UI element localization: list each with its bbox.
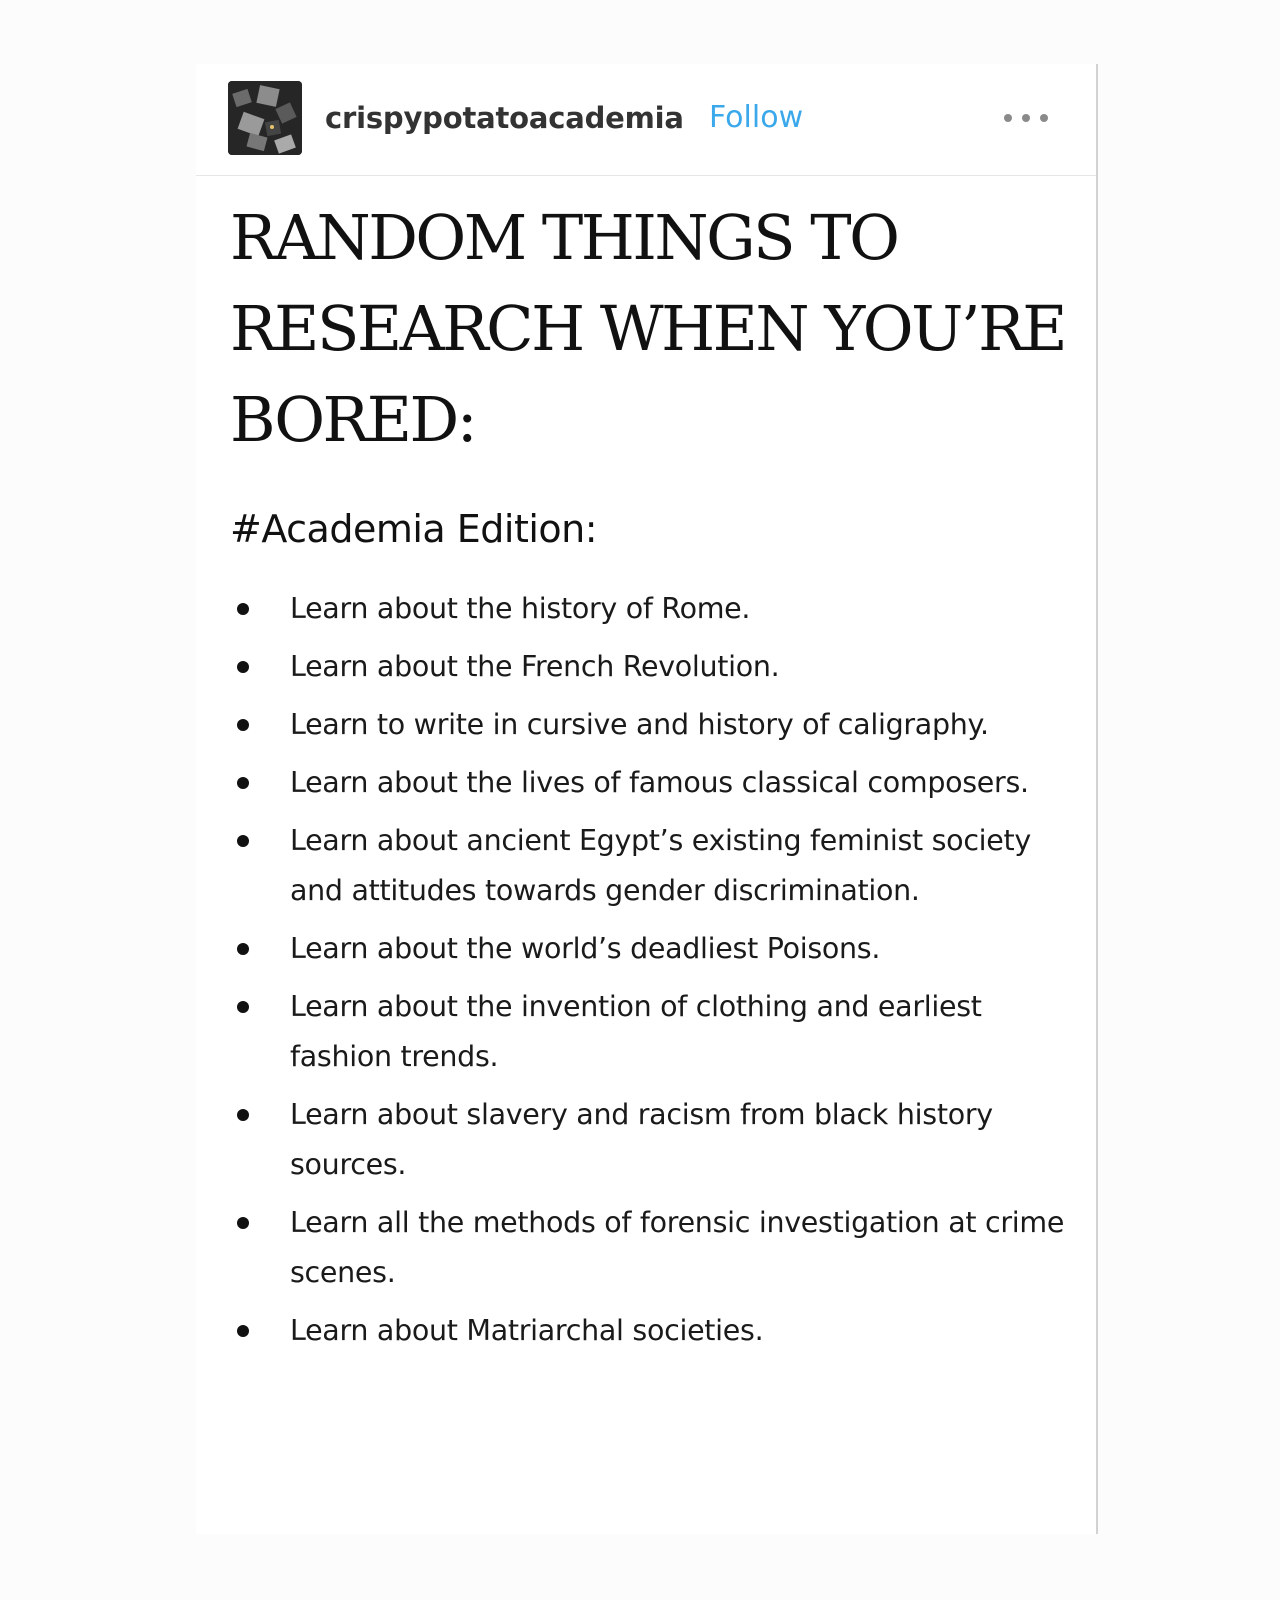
post-title: RANDOM THINGS TO RESEARCH WHEN YOU’RE BORED:	[230, 201, 1066, 456]
post-card	[196, 64, 1098, 1534]
list-item-text: Learn about the lives of famous classical composers.	[290, 766, 1029, 799]
list-item-text: Learn about the world’s deadliest Poisons.	[290, 932, 881, 965]
list-item-text: Learn about slavery and racism from black history sources.	[290, 1098, 993, 1181]
bullet-icon	[237, 661, 249, 673]
bullet-icon	[237, 1109, 249, 1121]
username-link[interactable]: crispypotatoacademia	[325, 101, 684, 135]
list-item	[230, 982, 1070, 1082]
list-item-text: Learn about Matriarchal societies.	[290, 1314, 764, 1347]
bullet-icon	[237, 719, 249, 731]
avatar[interactable]	[228, 81, 302, 155]
list-item	[230, 816, 1070, 916]
post-header	[196, 64, 1096, 176]
more-options-icon[interactable]	[1004, 110, 1048, 126]
follow-button[interactable]: Follow	[709, 100, 804, 135]
list-item-text: Learn about the history of Rome.	[290, 592, 751, 625]
more-dot	[1022, 114, 1030, 122]
list-item-text: Learn all the methods of forensic investigation at crime scenes.	[290, 1206, 1065, 1289]
bullet-icon	[237, 777, 249, 789]
list-item	[230, 1198, 1070, 1298]
list-item-text: Learn about ancient Egypt’s existing feminist society and attitudes towards gender discrimination.	[290, 824, 1031, 907]
list-item	[230, 924, 1070, 974]
list-item-text: Learn to write in cursive and history of caligraphy.	[290, 708, 989, 741]
list-item-text: Learn about the French Revolution.	[290, 650, 780, 683]
list-item-text: Learn about the invention of clothing and earliest fashion trends.	[290, 990, 982, 1073]
more-dot	[1004, 114, 1012, 122]
post-subtitle: #Academia Edition:	[230, 507, 598, 551]
avatar-image	[228, 81, 302, 155]
list-item	[230, 700, 1070, 750]
list-item	[230, 642, 1070, 692]
more-dot	[1040, 114, 1048, 122]
bullet-icon	[237, 835, 249, 847]
bullet-icon	[237, 603, 249, 615]
list-item	[230, 584, 1070, 634]
research-list	[230, 584, 1070, 1364]
list-item	[230, 1090, 1070, 1190]
list-item	[230, 1306, 1070, 1356]
list-item	[230, 758, 1070, 808]
bullet-icon	[237, 943, 249, 955]
bullet-icon	[237, 1325, 249, 1337]
bullet-icon	[237, 1001, 249, 1013]
bullet-icon	[237, 1217, 249, 1229]
